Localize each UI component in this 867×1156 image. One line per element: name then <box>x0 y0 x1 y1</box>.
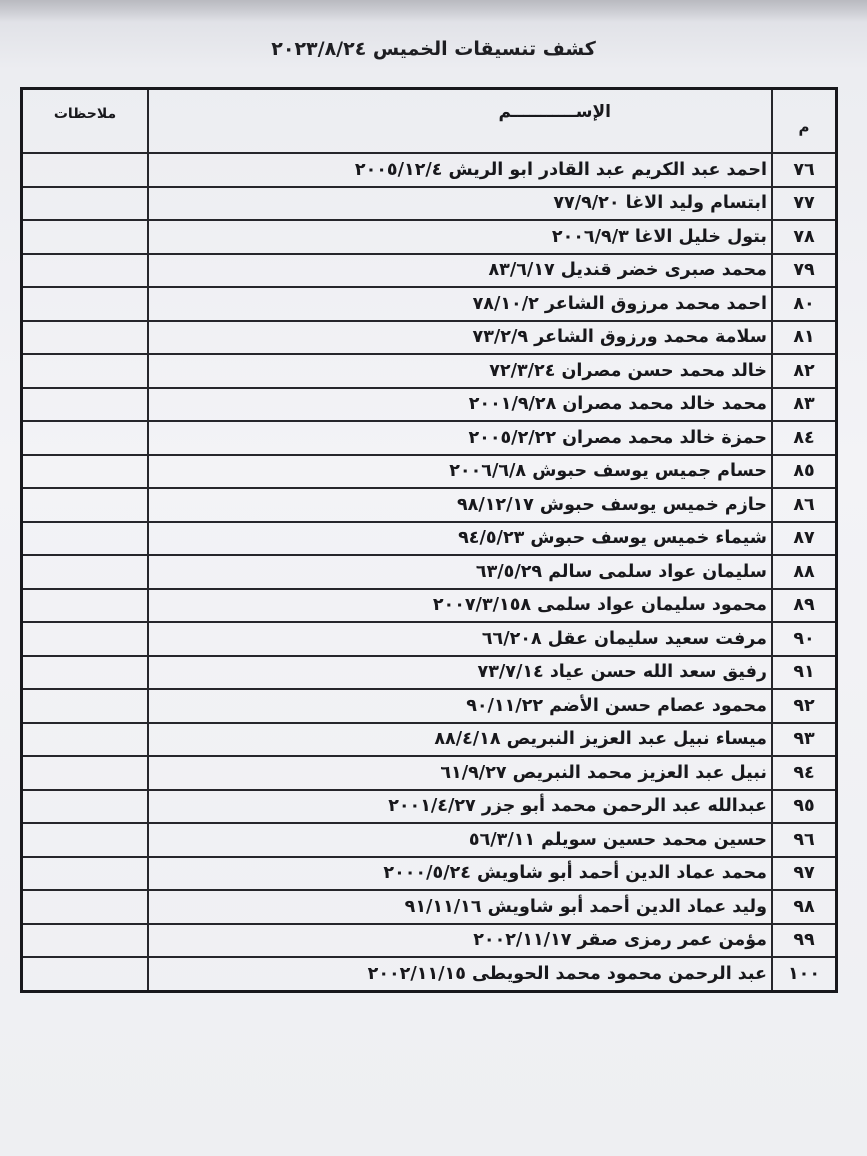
table-row <box>22 957 837 991</box>
row-notes <box>22 890 149 924</box>
row-number: ٨٥ <box>772 455 837 489</box>
table-row <box>22 924 837 958</box>
header-number <box>772 89 837 154</box>
row-number: ٨٠ <box>772 287 837 321</box>
row-notes <box>22 522 149 556</box>
row-name: محمد صبرى خضر قنديل ٨٣/٦/١٧ <box>148 254 772 288</box>
row-notes <box>22 220 149 254</box>
row-number: ٨٧ <box>772 522 837 556</box>
row-number: ٩٨ <box>772 890 837 924</box>
row-name: احمد محمد مرزوق الشاعر ٧٨/١٠/٢ <box>148 287 772 321</box>
row-name: وليد عماد الدين أحمد أبو شاويش ٩١/١١/١٦ <box>148 890 772 924</box>
row-name: شيماء خميس يوسف حبوش ٩٤/٥/٢٣ <box>148 522 772 556</box>
row-number: ٩٠ <box>772 622 837 656</box>
row-notes <box>22 924 149 958</box>
table-row <box>22 857 837 891</box>
header-name <box>148 89 772 154</box>
row-name: ابتسام وليد الاغا ٧٧/٩/٢٠ <box>148 187 772 221</box>
row-number: ٨٣ <box>772 388 837 422</box>
row-name: رفيق سعد الله حسن عياد ٧٣/٧/١٤ <box>148 656 772 690</box>
row-number: ٩٦ <box>772 823 837 857</box>
table-row <box>22 187 837 221</box>
row-name: احمد عبد الكريم عبد القادر ابو الريش ٢٠٠٥/١٢/٤ <box>148 153 772 187</box>
row-name: عبدالله عبد الرحمن محمد أبو جزر ٢٠٠١/٤/٢٧ <box>148 790 772 824</box>
row-number: ٨٩ <box>772 589 837 623</box>
row-name: ميساء نبيل عبد العزيز النبريص ٨٨/٤/١٨ <box>148 723 772 757</box>
row-notes <box>22 589 149 623</box>
row-name: سليمان عواد سلمى سالم ٦٣/٥/٢٩ <box>148 555 772 589</box>
row-notes <box>22 254 149 288</box>
row-notes <box>22 287 149 321</box>
row-notes <box>22 455 149 489</box>
row-number: ٨٨ <box>772 555 837 589</box>
row-notes <box>22 622 149 656</box>
row-name: حمزة خالد محمد مصران ٢٠٠٥/٢/٢٢ <box>148 421 772 455</box>
row-number: ٩٧ <box>772 857 837 891</box>
row-name: سلامة محمد ورزوق الشاعر ٧٣/٢/٩ <box>148 321 772 355</box>
row-notes <box>22 421 149 455</box>
row-name: حسام جميس يوسف حبوش ٢٠٠٦/٦/٨ <box>148 455 772 489</box>
table-row <box>22 790 837 824</box>
row-number: ٧٩ <box>772 254 837 288</box>
row-notes <box>22 153 149 187</box>
row-number: ٨١ <box>772 321 837 355</box>
header-name-label: الإســـــــــــم <box>498 102 611 122</box>
row-number: ٩٣ <box>772 723 837 757</box>
row-number: ٩٥ <box>772 790 837 824</box>
row-notes <box>22 555 149 589</box>
table-row <box>22 890 837 924</box>
row-name: محمد عماد الدين أحمد أبو شاويش ٢٠٠٠/٥/٢٤ <box>148 857 772 891</box>
row-notes <box>22 823 149 857</box>
table-row <box>22 622 837 656</box>
table-row <box>22 488 837 522</box>
row-number: ٧٧ <box>772 187 837 221</box>
table-row <box>22 823 837 857</box>
row-name: حسين محمد حسين سويلم ٥٦/٣/١١ <box>148 823 772 857</box>
row-name: بتول خليل الاغا ٢٠٠٦/٩/٣ <box>148 220 772 254</box>
table-row <box>22 321 837 355</box>
header-number-label: م <box>798 118 810 136</box>
page-shadow <box>0 0 867 22</box>
row-notes <box>22 723 149 757</box>
table-row <box>22 153 837 187</box>
header-notes-label: ملاحظات <box>53 106 117 122</box>
header-row <box>22 89 837 154</box>
row-name: حازم خميس يوسف حبوش ٩٨/١٢/١٧ <box>148 488 772 522</box>
row-notes <box>22 790 149 824</box>
names-table <box>20 87 838 993</box>
table-row <box>22 421 837 455</box>
table-row <box>22 254 837 288</box>
row-notes <box>22 187 149 221</box>
table-row <box>22 455 837 489</box>
table-row <box>22 555 837 589</box>
table-row <box>22 723 837 757</box>
row-number: ٩٢ <box>772 689 837 723</box>
table-row <box>22 522 837 556</box>
document-title: كشف تنسيقات الخميس ٢٠٢٣/٨/٢٤ <box>271 38 596 60</box>
table-header <box>22 89 837 154</box>
row-notes <box>22 756 149 790</box>
table-row <box>22 656 837 690</box>
row-notes <box>22 689 149 723</box>
row-name: محمود سليمان عواد سلمى ٢٠٠٧/٣/١٥٨ <box>148 589 772 623</box>
table-row <box>22 589 837 623</box>
row-number: ٩٤ <box>772 756 837 790</box>
table-body <box>22 153 837 991</box>
table-row <box>22 220 837 254</box>
header-notes <box>22 89 149 154</box>
row-notes <box>22 957 149 991</box>
row-name: محمد خالد محمد مصران ٢٠٠١/٩/٢٨ <box>148 388 772 422</box>
row-number: ٨٤ <box>772 421 837 455</box>
row-name: مرفت سعيد سليمان عقل ٦٦/٢٠٨ <box>148 622 772 656</box>
row-number: ٨٢ <box>772 354 837 388</box>
row-number: ١٠٠ <box>772 957 837 991</box>
row-notes <box>22 388 149 422</box>
row-notes <box>22 354 149 388</box>
row-name: مؤمن عمر رمزى صقر ٢٠٠٢/١١/١٧ <box>148 924 772 958</box>
table-row <box>22 689 837 723</box>
table-row <box>22 756 837 790</box>
table-row <box>22 388 837 422</box>
row-notes <box>22 857 149 891</box>
row-number: ٩٩ <box>772 924 837 958</box>
row-number: ٨٦ <box>772 488 837 522</box>
row-name: نبيل عبد العزيز محمد النبريص ٦١/٩/٢٧ <box>148 756 772 790</box>
row-name: محمود عصام حسن الأضم ٩٠/١١/٢٢ <box>148 689 772 723</box>
row-name: عبد الرحمن محمود محمد الحويطى ٢٠٠٢/١١/١٥ <box>148 957 772 991</box>
row-number: ٩١ <box>772 656 837 690</box>
row-notes <box>22 488 149 522</box>
table-row <box>22 287 837 321</box>
row-number: ٧٨ <box>772 220 837 254</box>
row-number: ٧٦ <box>772 153 837 187</box>
row-name: خالد محمد حسن مصران ٧٢/٣/٢٤ <box>148 354 772 388</box>
row-notes <box>22 321 149 355</box>
row-notes <box>22 656 149 690</box>
table-row <box>22 354 837 388</box>
